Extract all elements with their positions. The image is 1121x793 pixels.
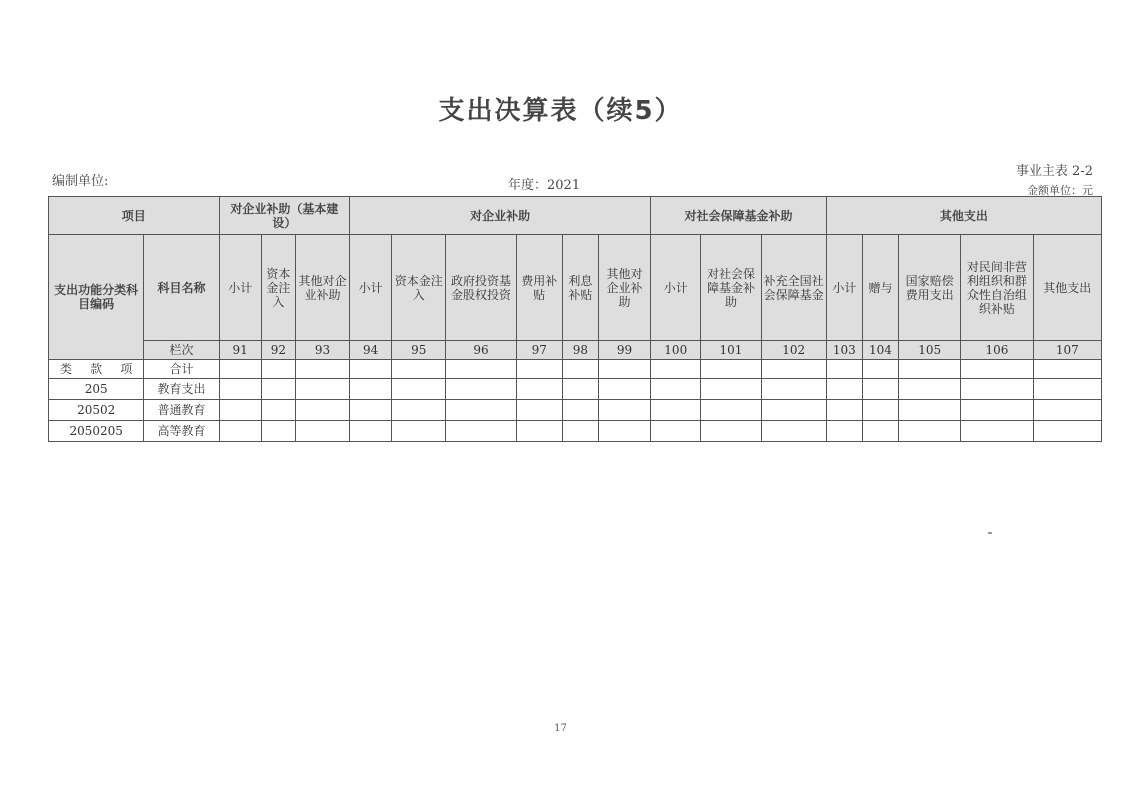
col-number-94: 94 xyxy=(350,341,392,360)
empty-cell xyxy=(862,379,898,400)
col-label-94: 小计 xyxy=(350,235,392,341)
col-label-101: 对社会保障基金补助 xyxy=(701,235,761,341)
empty-cell xyxy=(701,360,761,379)
table-row xyxy=(49,421,1102,442)
expenditure-table xyxy=(48,196,1102,442)
empty-cell xyxy=(1033,421,1101,442)
col-number-99: 99 xyxy=(598,341,650,360)
empty-cell xyxy=(862,421,898,442)
empty-cell xyxy=(516,360,562,379)
empty-cell xyxy=(598,379,650,400)
col-label-99: 其他对企业补助 xyxy=(598,235,650,341)
empty-cell xyxy=(826,379,862,400)
row-code: 205 xyxy=(49,379,144,400)
empty-cell xyxy=(862,360,898,379)
page-title: 支出决算表（续5） xyxy=(438,96,683,126)
lei-kuan-xiang xyxy=(49,360,144,379)
col-number-102: 102 xyxy=(761,341,826,360)
col-number-106: 106 xyxy=(961,341,1033,360)
empty-cell xyxy=(261,400,295,421)
row-name: 普通教育 xyxy=(144,400,219,421)
empty-cell xyxy=(961,421,1033,442)
empty-cell xyxy=(899,400,961,421)
empty-cell xyxy=(761,379,826,400)
empty-cell xyxy=(761,421,826,442)
col-label-102: 补充全国社会保障基金 xyxy=(761,235,826,341)
col-label-103: 小计 xyxy=(826,235,862,341)
empty-cell xyxy=(295,379,349,400)
empty-cell xyxy=(392,379,446,400)
col-label-98: 利息补贴 xyxy=(562,235,598,341)
empty-cell xyxy=(761,400,826,421)
empty-cell xyxy=(961,379,1033,400)
empty-cell xyxy=(350,379,392,400)
col-number-100: 100 xyxy=(651,341,701,360)
empty-cell xyxy=(1033,360,1101,379)
empty-cell xyxy=(516,421,562,442)
empty-cell xyxy=(562,360,598,379)
col-label-96: 政府投资基金股权投资 xyxy=(446,235,516,341)
empty-cell xyxy=(899,360,961,379)
col-number-107: 107 xyxy=(1033,341,1101,360)
col-label-93: 其他对企业补助 xyxy=(295,235,349,341)
empty-cell xyxy=(350,421,392,442)
empty-cell xyxy=(961,400,1033,421)
empty-cell xyxy=(295,400,349,421)
header-group-other: 其他支出 xyxy=(826,197,1101,235)
lanci-label: 栏次 xyxy=(144,341,219,360)
empty-cell xyxy=(701,400,761,421)
col-number-105: 105 xyxy=(899,341,961,360)
empty-cell xyxy=(219,421,261,442)
empty-cell xyxy=(295,421,349,442)
empty-cell xyxy=(562,379,598,400)
empty-cell xyxy=(862,400,898,421)
table-row xyxy=(49,400,1102,421)
empty-cell xyxy=(598,360,650,379)
row-code: 20502 xyxy=(49,400,144,421)
empty-cell xyxy=(562,421,598,442)
total-label: 合计 xyxy=(144,360,219,379)
empty-cell xyxy=(701,379,761,400)
empty-cell xyxy=(516,379,562,400)
empty-cell xyxy=(350,360,392,379)
empty-cell xyxy=(562,400,598,421)
empty-cell xyxy=(1033,379,1101,400)
row-code: 2050205 xyxy=(49,421,144,442)
header-code: 支出功能分类科目编码 xyxy=(49,235,144,360)
col-number-98: 98 xyxy=(562,341,598,360)
empty-cell xyxy=(1033,400,1101,421)
empty-cell xyxy=(446,400,516,421)
empty-cell xyxy=(516,400,562,421)
col-label-95: 资本金注入 xyxy=(392,235,446,341)
header-item: 项目 xyxy=(49,197,220,235)
empty-cell xyxy=(446,360,516,379)
empty-cell xyxy=(295,360,349,379)
table-row xyxy=(49,379,1102,400)
col-label-106: 对民间非营利组织和群众性自治组织补贴 xyxy=(961,235,1033,341)
empty-cell xyxy=(392,400,446,421)
scan-speck xyxy=(988,532,992,534)
col-number-93: 93 xyxy=(295,341,349,360)
header-group-enterprise: 对企业补助 xyxy=(350,197,651,235)
header-group-social-security: 对社会保障基金补助 xyxy=(651,197,827,235)
empty-cell xyxy=(961,360,1033,379)
empty-cell xyxy=(651,421,701,442)
empty-cell xyxy=(446,421,516,442)
col-label-92: 资本金注入 xyxy=(261,235,295,341)
col-number-104: 104 xyxy=(862,341,898,360)
empty-cell xyxy=(826,360,862,379)
header-group-enterprise-capital: 对企业补助（基本建设） xyxy=(219,197,349,235)
col-label-97: 费用补贴 xyxy=(516,235,562,341)
money-unit-label: 金额单位：元 xyxy=(1027,184,1093,197)
empty-cell xyxy=(261,360,295,379)
col-number-103: 103 xyxy=(826,341,862,360)
col-label-107: 其他支出 xyxy=(1033,235,1101,341)
lei-label: 类 xyxy=(60,362,73,376)
col-number-101: 101 xyxy=(701,341,761,360)
empty-cell xyxy=(761,360,826,379)
empty-cell xyxy=(392,360,446,379)
empty-cell xyxy=(219,360,261,379)
empty-cell xyxy=(651,379,701,400)
header-name: 科目名称 xyxy=(144,235,219,341)
empty-cell xyxy=(598,400,650,421)
empty-cell xyxy=(651,360,701,379)
page-number: 17 xyxy=(554,723,567,734)
empty-cell xyxy=(701,421,761,442)
fiscal-year-label: 年度：2021 xyxy=(508,178,581,193)
row-name: 高等教育 xyxy=(144,421,219,442)
empty-cell xyxy=(826,421,862,442)
empty-cell xyxy=(261,379,295,400)
empty-cell xyxy=(899,421,961,442)
empty-cell xyxy=(899,379,961,400)
empty-cell xyxy=(261,421,295,442)
form-number: 事业主表 2-2 xyxy=(1015,164,1093,179)
col-label-105: 国家赔偿费用支出 xyxy=(899,235,961,341)
xiang-label: 项 xyxy=(120,362,133,376)
col-number-95: 95 xyxy=(392,341,446,360)
empty-cell xyxy=(219,400,261,421)
col-number-92: 92 xyxy=(261,341,295,360)
kuan-label: 款 xyxy=(90,362,103,376)
col-number-91: 91 xyxy=(219,341,261,360)
col-label-91: 小计 xyxy=(219,235,261,341)
row-name: 教育支出 xyxy=(144,379,219,400)
empty-cell xyxy=(651,400,701,421)
empty-cell xyxy=(350,400,392,421)
empty-cell xyxy=(392,421,446,442)
col-number-97: 97 xyxy=(516,341,562,360)
col-label-100: 小计 xyxy=(651,235,701,341)
compiling-unit-label: 编制单位: xyxy=(52,174,109,189)
empty-cell xyxy=(598,421,650,442)
empty-cell xyxy=(826,400,862,421)
empty-cell xyxy=(219,379,261,400)
col-number-96: 96 xyxy=(446,341,516,360)
col-label-104: 赠与 xyxy=(862,235,898,341)
empty-cell xyxy=(446,379,516,400)
